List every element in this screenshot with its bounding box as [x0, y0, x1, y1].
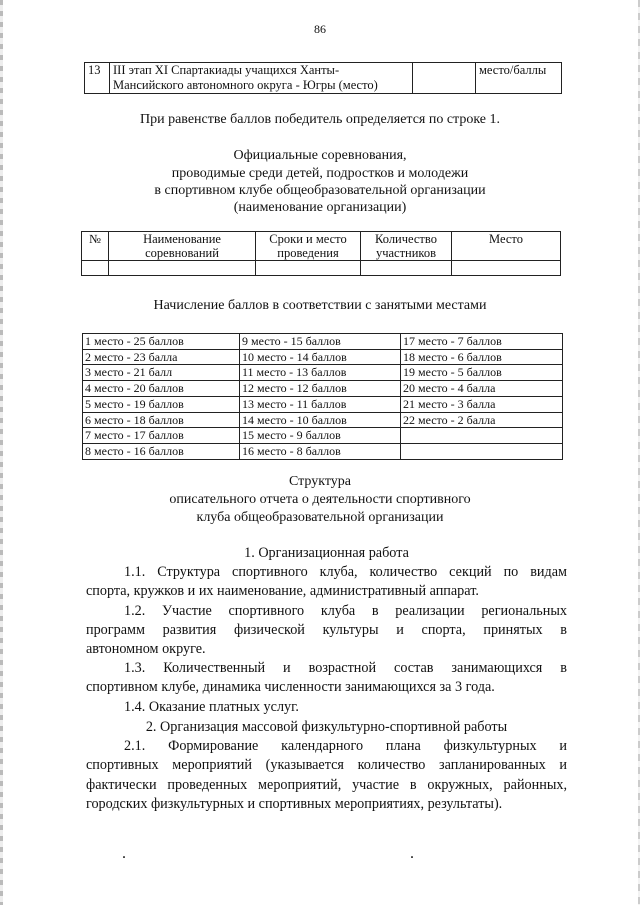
section-2-heading: 2. Организация массовой физкультурно-спортивной работы [145, 719, 508, 735]
points-cell: 14 место - 10 баллов [240, 412, 401, 428]
empty-cell [256, 261, 361, 276]
scan-edge-left [0, 0, 3, 905]
section-organizational-work [86, 544, 567, 717]
points-cell: 5 место - 19 баллов [83, 396, 240, 412]
para-1-2-line-2: программ развития физической культуры и спорта, принятых в [86, 621, 567, 638]
official-title-line-3: в спортивном клубе общеобразовательной организации [154, 183, 486, 198]
points-cell: 13 место - 11 баллов [240, 396, 401, 412]
points-table [82, 333, 563, 460]
empty-cell [452, 261, 561, 276]
empty-cell [109, 261, 256, 276]
row-empty-cell [413, 63, 476, 94]
section-1-heading: 1. Организационная работа [244, 545, 409, 561]
points-cell: 7 место - 17 баллов [83, 428, 240, 444]
para-2-1-line-1: 2.1. Формирование календарного плана физкультурных и [124, 738, 567, 755]
points-cell: 6 место - 18 баллов [83, 412, 240, 428]
row-number: 13 [85, 63, 110, 94]
points-cell [401, 428, 563, 444]
table-row [83, 334, 563, 350]
tie-rule: При равенстве баллов победитель определяется по строке 1. [139, 112, 501, 127]
points-cell: 17 место - 7 баллов [401, 334, 563, 350]
table-row [85, 63, 562, 94]
competitions-table [81, 231, 561, 276]
official-title-line-4: (наименование организации) [233, 200, 407, 215]
points-title: Начисление баллов в соответствии с занятыми местами [153, 298, 487, 313]
points-cell [401, 443, 563, 459]
table-row [82, 261, 561, 276]
col-number: № [82, 232, 109, 261]
footer-mark-right: . [410, 845, 414, 862]
table-row [83, 412, 563, 428]
table-row [83, 365, 563, 381]
points-cell: 12 место - 12 баллов [240, 381, 401, 397]
points-cell: 21 место - 3 балла [401, 396, 563, 412]
structure-title-line-3: клуба общеобразовательной организации [196, 510, 444, 525]
points-cell: 18 место - 6 баллов [401, 349, 563, 365]
table-header-row [82, 232, 561, 261]
table-row [83, 443, 563, 459]
structure-title-line-1: Структура [288, 474, 352, 489]
para-1-2-line-1: 1.2. Участие спортивного клуба в реализации региональных [124, 602, 567, 619]
points-cell: 3 место - 21 балл [83, 365, 240, 381]
official-title-line-1: Официальные соревнования, [233, 148, 407, 163]
points-cell: 15 место - 9 баллов [240, 428, 401, 444]
col-participants: Количество участников [361, 232, 452, 261]
footer-mark-left: . [122, 845, 126, 862]
col-place: Место [452, 232, 561, 261]
points-cell: 19 место - 5 баллов [401, 365, 563, 381]
para-2-1-line-2: спортивных мероприятий (указывается количество запланированных и [86, 757, 567, 774]
page-number: 86 [314, 22, 326, 36]
para-1-3-line-1: 1.3. Количественный и возрастной состав занимающихся в [124, 660, 567, 677]
official-title-line-2: проводимые среди детей, подростков и молодежи [171, 166, 469, 181]
para-2-1-line-4: городских физкультурных и спортивных мероприятиях, результаты). [86, 795, 503, 812]
points-cell: 4 место - 20 баллов [83, 381, 240, 397]
points-cell: 1 место - 25 баллов [83, 334, 240, 350]
empty-cell [361, 261, 452, 276]
points-cell: 2 место - 23 балла [83, 349, 240, 365]
section-mass-sports-work [86, 718, 567, 814]
scoring-table-row [84, 62, 562, 94]
table-row [83, 396, 563, 412]
para-1-3-line-2: спортивном клубе, динамика численности занимающихся за 3 года. [86, 679, 495, 696]
table-row [83, 349, 563, 365]
points-cell: 20 место - 4 балла [401, 381, 563, 397]
points-cell: 16 место - 8 баллов [240, 443, 401, 459]
points-cell: 9 место - 15 баллов [240, 334, 401, 350]
para-2-1-line-3: фактически проведенных мероприятий, участие в окружных, районных, [86, 776, 567, 793]
points-cell: 11 место - 13 баллов [240, 365, 401, 381]
para-1-4: 1.4. Оказание платных услуг. [124, 698, 299, 715]
para-1-1-line-2: спорта, кружков и их наименование, административный аппарат. [86, 583, 479, 600]
points-cell: 10 место - 14 баллов [240, 349, 401, 365]
table-row [83, 428, 563, 444]
empty-cell [82, 261, 109, 276]
row-unit: место/баллы [476, 63, 562, 94]
para-1-1-line-1: 1.1. Структура спортивного клуба, количество секций по видам [124, 564, 567, 581]
col-name: Наименование соревнований [109, 232, 256, 261]
row-text: III этап XI Спартакиады учащихся Ханты-Мансийского автономного округа - Югры (место) [110, 63, 413, 94]
points-cell: 8 место - 16 баллов [83, 443, 240, 459]
col-dates: Сроки и место проведения [256, 232, 361, 261]
points-cell: 22 место - 2 балла [401, 412, 563, 428]
para-1-2-line-3: автономном округе. [86, 641, 206, 658]
table-row [83, 381, 563, 397]
structure-title-line-2: описательного отчета о деятельности спортивного [169, 492, 471, 507]
